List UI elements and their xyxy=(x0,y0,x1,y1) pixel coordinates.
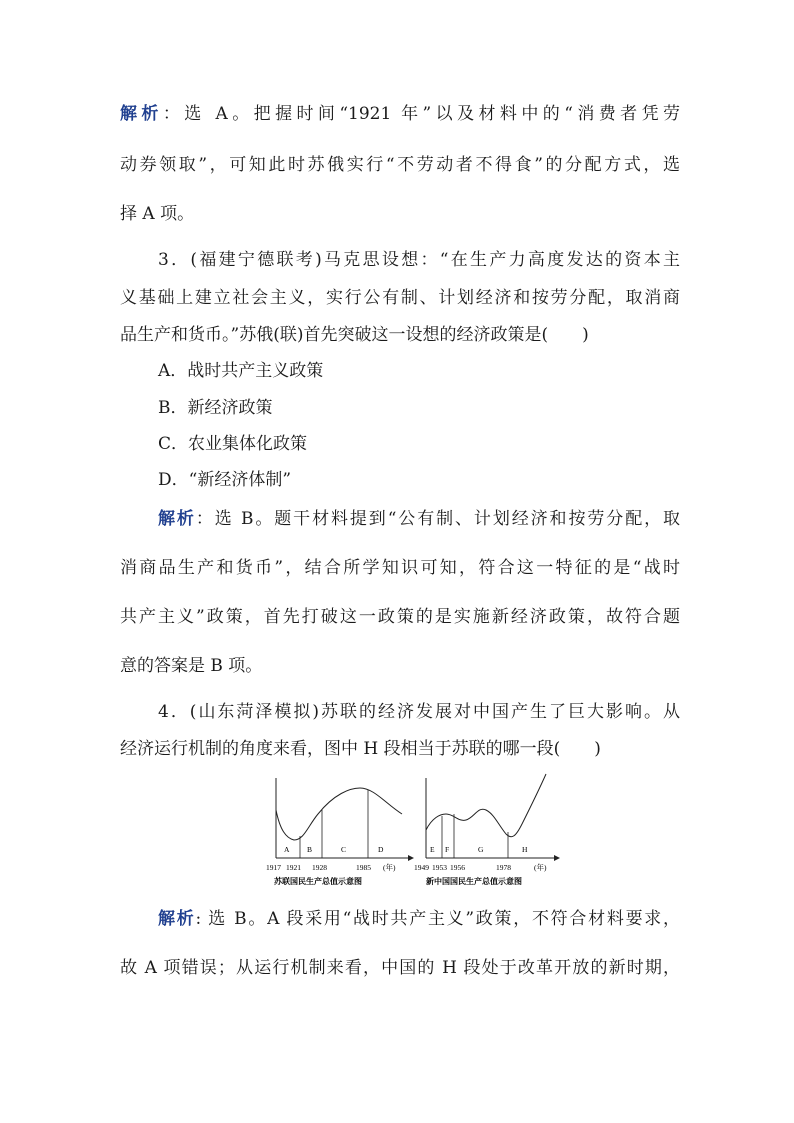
china-x-unit: (年) xyxy=(534,863,547,872)
china-tick-1949: 1949 xyxy=(414,863,429,872)
q2-analysis-line-3: 择 A 项。 xyxy=(120,204,195,224)
q3-option-a: A．战时共产主义政策 xyxy=(158,361,324,381)
q3-analysis-line-1: 解析：选 B。题干材料提到“公有制、计划经济和按劳分配，取 xyxy=(158,509,681,529)
q2-analysis-line-1: 解析：选 A。把握时间“1921 年”以及材料中的“消费者凭劳 xyxy=(120,104,681,124)
soviet-x-unit: (年) xyxy=(383,863,396,872)
q3-stem-line-3: 品生产和货币。”苏俄(联)首先突破这一设想的经济政策是( ) xyxy=(120,325,589,345)
q4-analysis-line-2: 故 A 项错误；从运行机制来看，中国的 H 段处于改革开放的新时期， xyxy=(120,958,680,978)
china-gnp-chart xyxy=(414,774,560,886)
q3-analysis-line-2: 消商品生产和货币”，结合所学知识可知，符合这一特征的是“战时 xyxy=(120,558,680,578)
soviet-tick-1921: 1921 xyxy=(286,863,301,872)
segment-label-g: G xyxy=(478,845,484,854)
china-gnp-curve xyxy=(426,774,546,837)
analysis-label: 解析 xyxy=(158,909,196,929)
segment-label-c: C xyxy=(341,845,347,854)
q4-stem-line-2: 经济运行机制的角度来看，图中 H 段相当于苏联的哪一段( ) xyxy=(120,739,601,759)
gnp-figures xyxy=(262,770,562,890)
soviet-tick-1928: 1928 xyxy=(312,863,327,872)
china-tick-1956: 1956 xyxy=(450,863,465,872)
analysis-label: 解析 xyxy=(158,509,196,529)
soviet-gnp-curve xyxy=(276,788,402,840)
china-tick-1953: 1953 xyxy=(432,863,447,872)
q3-analysis-line-4: 意的答案是 B 项。 xyxy=(120,656,263,676)
china-chart-title: 新中国国民生产总值示意图 xyxy=(426,877,522,886)
q3-option-c: C．农业集体化政策 xyxy=(158,434,308,454)
q4-stem-line-1: 4．(山东菏泽模拟)苏联的经济发展对中国产生了巨大影响。从 xyxy=(158,702,680,722)
china-x-arrow xyxy=(554,855,560,861)
q3-stem-line-2: 义基础上建立社会主义，实行公有制、计划经济和按劳分配，取消商 xyxy=(120,288,680,308)
soviet-chart-title: 苏联国民生产总值示意图 xyxy=(274,877,362,886)
soviet-x-arrow xyxy=(408,855,414,861)
china-tick-1978: 1978 xyxy=(496,863,511,872)
segment-label-h: H xyxy=(522,845,528,854)
segment-label-b: B xyxy=(307,845,313,854)
soviet-tick-1985: 1985 xyxy=(356,863,371,872)
segment-label-f: F xyxy=(445,845,450,854)
q2-analysis-line-2: 动券领取”，可知此时苏俄实行“不劳动者不得食”的分配方式，选 xyxy=(120,155,680,175)
q4-analysis-line-1: 解析: 选 B。A 段采用“战时共产主义”政策，不符合材料要求， xyxy=(158,909,681,929)
q3-option-d: D．“新经济体制” xyxy=(158,470,292,490)
q3-analysis-line-3: 共产主义”政策，首先打破这一政策的是实施新经济政策，故符合题 xyxy=(120,607,680,627)
analysis-label: 解析 xyxy=(120,104,163,124)
soviet-tick-1917: 1917 xyxy=(266,863,281,872)
segment-label-d: D xyxy=(378,845,384,854)
q3-stem-line-1: 3．(福建宁德联考)马克思设想：“在生产力高度发达的资本主 xyxy=(158,250,680,270)
soviet-gnp-chart xyxy=(266,778,414,886)
q3-option-b: B．新经济政策 xyxy=(158,398,273,418)
segment-label-e: E xyxy=(430,845,435,854)
segment-label-a: A xyxy=(284,845,290,854)
